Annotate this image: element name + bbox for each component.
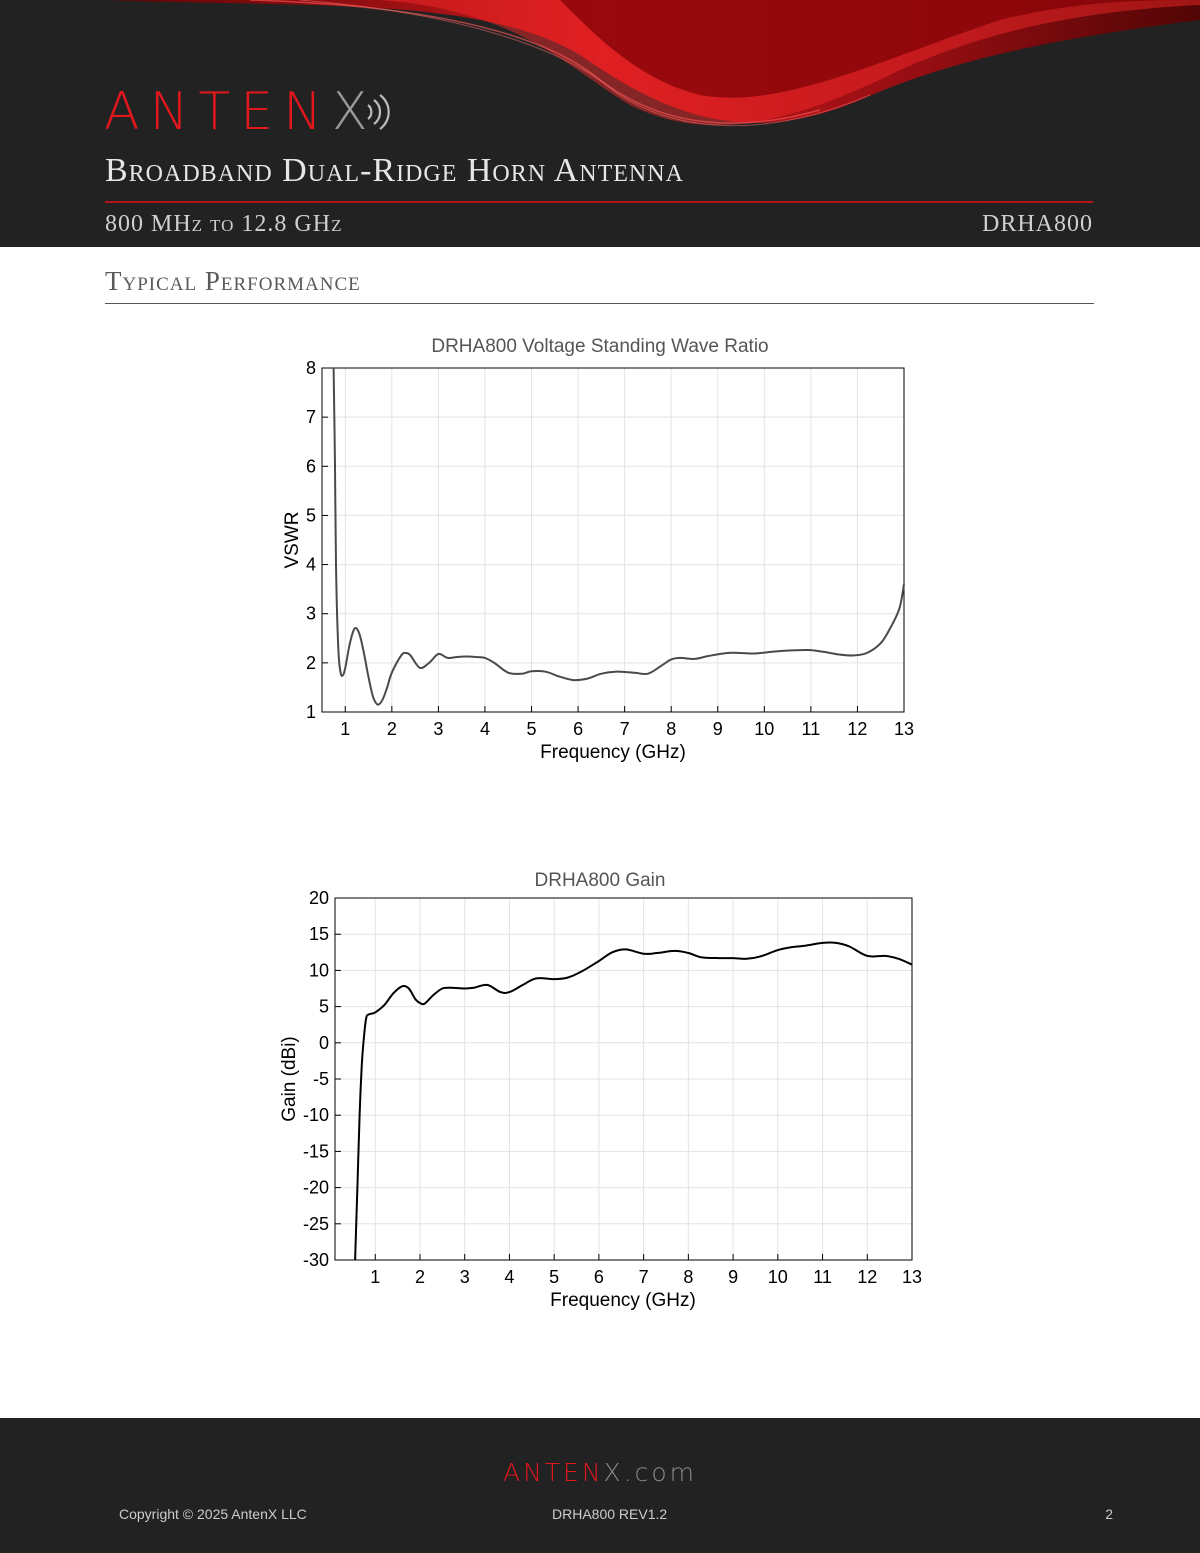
y-tick-label: -25	[302, 1213, 329, 1234]
y-tick-label: -10	[302, 1105, 329, 1126]
y-tick-label: 1	[305, 702, 316, 722]
vswr-chart	[0, 300, 1200, 780]
y-tick-label: 5	[318, 996, 329, 1017]
y-axis-label: VSWR	[282, 511, 303, 569]
x-tick-label: 11	[801, 719, 821, 739]
x-tick-label: 10	[767, 1267, 788, 1287]
revision-label: DRHA800 REV1.2	[552, 1506, 668, 1522]
antenx-logo: ANTENX	[104, 82, 378, 142]
chart-title: DRHA800 Voltage Standing Wave Ratio	[431, 336, 769, 357]
header-divider	[105, 201, 1093, 203]
chart-title: DRHA800 Gain	[534, 870, 666, 891]
x-tick-label: 13	[901, 1267, 923, 1287]
page-number: 2	[1105, 1506, 1113, 1522]
x-tick-label: 3	[433, 719, 444, 739]
x-tick-label: 5	[526, 719, 537, 739]
y-tick-label: 2	[305, 652, 316, 673]
wireless-signal-icon	[364, 92, 390, 132]
x-tick-label: 2	[386, 719, 397, 739]
x-tick-label: 6	[593, 1267, 604, 1287]
footer-logo: ANTENX.com	[502, 1458, 698, 1487]
frequency-range: 800 MHz to 12.8 GHz	[105, 211, 343, 237]
x-tick-label: 4	[479, 719, 490, 739]
y-tick-label: -5	[312, 1069, 329, 1089]
document-title: Broadband Dual-Ridge Horn Antenna	[105, 152, 684, 189]
x-tick-label: 8	[666, 719, 677, 739]
x-tick-label: 10	[754, 719, 775, 739]
y-tick-label: 7	[305, 407, 316, 428]
model-number: DRHA800	[981, 211, 1093, 237]
y-tick-label: 10	[308, 960, 329, 981]
page-footer	[0, 1418, 1200, 1553]
copyright-text: Copyright © 2025 AntenX LLC	[119, 1506, 307, 1522]
x-tick-label: 7	[619, 719, 630, 739]
x-tick-label: 11	[813, 1267, 832, 1287]
x-tick-label: 9	[712, 719, 723, 739]
x-tick-label: 9	[728, 1267, 739, 1287]
section-title: Typical Performance	[105, 266, 361, 296]
y-tick-label: -20	[302, 1177, 329, 1198]
x-tick-label: 8	[683, 1267, 694, 1287]
x-tick-label: 6	[573, 719, 584, 739]
y-tick-label: -15	[302, 1141, 329, 1162]
y-axis-label: Gain (dBi)	[279, 1036, 300, 1122]
x-tick-label: 1	[340, 719, 351, 739]
x-tick-label: 12	[847, 719, 868, 739]
x-tick-label: 2	[414, 1267, 425, 1287]
x-axis-label: Frequency (GHz)	[550, 1290, 696, 1311]
y-tick-label: 6	[305, 456, 316, 477]
plot-frame	[322, 368, 904, 712]
x-tick-label: 5	[549, 1267, 560, 1287]
tick-labels	[306, 358, 914, 739]
x-tick-label: 13	[893, 719, 915, 739]
chart-grid	[335, 898, 912, 1260]
y-tick-label: 5	[305, 505, 316, 526]
y-tick-label: 4	[305, 554, 316, 575]
series-line	[355, 942, 912, 1260]
x-tick-label: 4	[504, 1267, 515, 1287]
y-tick-label: -30	[302, 1250, 329, 1270]
y-tick-label: 0	[318, 1032, 329, 1053]
tick-labels	[303, 888, 922, 1287]
x-tick-label: 12	[857, 1267, 878, 1287]
page-header	[0, 0, 1200, 247]
chart-grid	[322, 368, 904, 712]
x-axis-label: Frequency (GHz)	[540, 742, 686, 763]
x-tick-label: 1	[370, 1267, 381, 1287]
x-tick-label: 3	[459, 1267, 470, 1287]
y-tick-label: 20	[308, 888, 329, 908]
series-line	[334, 368, 904, 705]
x-tick-label: 7	[638, 1267, 649, 1287]
gain-chart	[0, 860, 1200, 1320]
y-tick-label: 15	[308, 924, 329, 945]
y-tick-label: 8	[305, 358, 316, 378]
y-tick-label: 3	[305, 603, 316, 624]
